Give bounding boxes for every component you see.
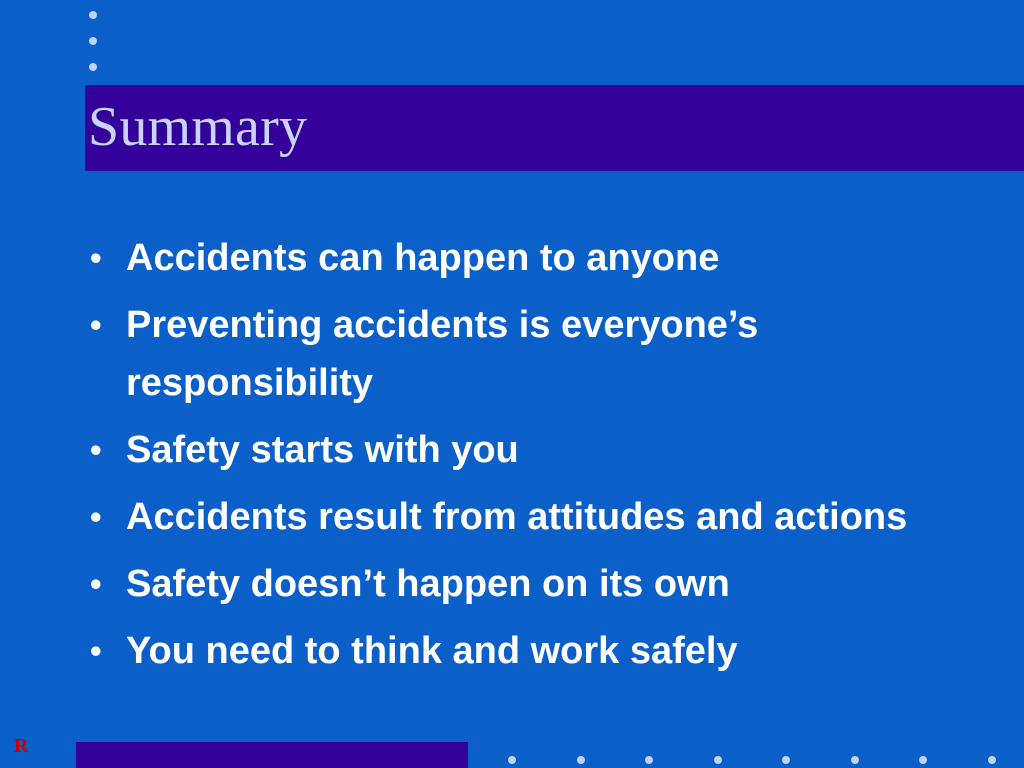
decorative-dot [919, 756, 927, 764]
decorative-dot [714, 756, 722, 764]
top-left-dot-column [89, 11, 99, 75]
slide-title: Summary [88, 96, 308, 158]
decorative-dot [89, 11, 97, 19]
bullet-item-1 [90, 229, 940, 287]
bullet-item-6 [90, 622, 940, 680]
bullet-icon: • [90, 306, 102, 343]
bullet-list [90, 229, 940, 680]
decorative-dot [851, 756, 859, 764]
decorative-dot [508, 756, 516, 764]
bullet-icon: • [90, 431, 102, 468]
decorative-dot [782, 756, 790, 764]
decorative-dot [988, 756, 996, 764]
bullet-item-5 [90, 555, 940, 613]
bullet-text: You need to think and work safely [126, 630, 738, 672]
logo: R [14, 735, 29, 757]
bullet-icon: • [90, 239, 102, 276]
bullet-text: Safety starts with you [126, 429, 519, 471]
bullet-icon: • [90, 632, 102, 669]
bullet-text: Accidents can happen to anyone [126, 237, 720, 279]
bullet-icon: • [90, 498, 102, 535]
bullet-icon: • [90, 565, 102, 602]
bottom-dot-row [508, 756, 1000, 766]
bullet-text: Accidents result from attitudes and actions [126, 496, 908, 538]
bullet-text: Safety doesn’t happen on its own [126, 563, 730, 605]
decorative-dot [89, 37, 97, 45]
bullet-text: Preventing accidents is everyone’s responsibility [126, 304, 759, 404]
bullet-item-2 [90, 296, 940, 412]
bullet-item-4 [90, 488, 940, 546]
bottom-band [76, 742, 468, 768]
decorative-dot [89, 63, 97, 71]
decorative-dot [577, 756, 585, 764]
bullet-item-3 [90, 421, 940, 479]
decorative-dot [645, 756, 653, 764]
